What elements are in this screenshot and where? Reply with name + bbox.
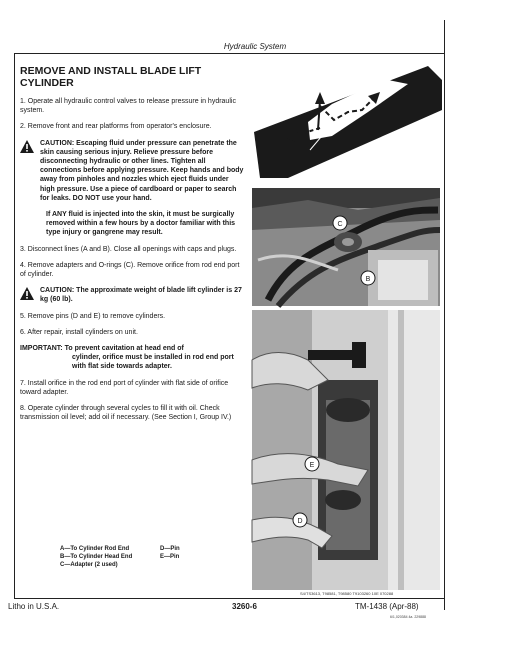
legend-e: E—Pin <box>160 554 180 560</box>
caution-text-1: CAUTION: Escaping fluid under pressure can penetrate the skin causing serious injury. Relieve pressure before disconnecting hydraulic or other lines. Tighten all connections before applying pressure. Keep hands and body away from pinholes and nozzles which eject fluids under high pressure. Use a piece of cardboard or paper to search for leaks. DO NOT use your hand. <box>40 139 244 202</box>
step-4: 4. Remove adapters and O-rings (C). Remove orifice from rod end port of cylinder. <box>20 261 240 279</box>
callout-e <box>305 457 319 471</box>
caution-text-2: CAUTION: The approximate weight of blade lift cylinder is 27 kg (60 lb). <box>40 287 242 304</box>
photo-pin-removal <box>252 310 440 590</box>
frame-left-rule <box>14 53 15 598</box>
step-5: 5. Remove pins (D and E) to remove cylinders. <box>20 312 166 320</box>
step-7: 7. Install orifice in the rod end port of cylinder with flat side of orifice toward adapter. <box>20 379 229 396</box>
figure-illustrations <box>248 60 442 595</box>
caution-block-2 <box>20 286 244 304</box>
important-continued: cylinder, orifice must be installed in rod end port with flat side towards adapter. <box>72 354 234 371</box>
callout-c <box>333 216 347 230</box>
manual-id: TM-1438 (Apr-88) <box>355 602 419 611</box>
photo-hydraulic-lines <box>252 188 440 306</box>
figure-reference-code: S4/TS3613, T98581, T98580 T9103260 10E 070288 <box>300 591 394 596</box>
frame-right-rule <box>444 20 445 610</box>
figure-legend <box>60 545 220 569</box>
frame-top-rule <box>14 53 444 54</box>
callout-d <box>293 513 307 527</box>
figure-area <box>248 60 442 595</box>
legend-b: B—To Cylinder Head End <box>60 554 133 560</box>
step-3: 3. Disconnect lines (A and B). Close all openings with caps and plugs. <box>20 245 237 253</box>
caution-block-1 <box>20 139 244 203</box>
step-1: 1. Operate all hydraulic control valves to release pressure in hydraulic system. <box>20 98 236 115</box>
callout-b <box>361 271 375 285</box>
svg-text:E: E <box>309 462 315 469</box>
step-6: 6. After repair, install cylinders on unit. <box>20 328 138 336</box>
warning-triangle-icon <box>20 140 34 152</box>
legend-d: D—Pin <box>160 546 180 552</box>
important-label: IMPORTANT: To prevent cavitation at head end of <box>20 345 184 353</box>
legend-a: A—To Cylinder Rod End <box>60 546 130 552</box>
step-2: 2. Remove front and rear platforms from operator's enclosure. <box>20 123 212 131</box>
footer-code: 6/1,020384 4a. 229888 <box>390 615 427 619</box>
frame-bottom-rule <box>14 598 444 599</box>
svg-text:C: C <box>337 221 343 228</box>
blade-movement-diagram <box>254 66 442 178</box>
step-8: 8. Operate cylinder through several cycles to fill it with oil. Check transmission oil level; add oil if necessary. (See Section I, Group IV.) <box>20 405 232 422</box>
section-title: REMOVE AND INSTALL BLADE LIFT CYLINDER <box>20 65 202 89</box>
svg-text:D: D <box>297 518 303 525</box>
page-number: 3260-6 <box>232 602 257 611</box>
svg-text:B: B <box>365 276 371 283</box>
caution-text-1b: If ANY fluid is injected into the skin, it must be surgically removed within a few hours by a doctor familiar with this type injury or gangrene may result. <box>46 211 236 237</box>
header-title: Hydraulic System <box>223 42 287 51</box>
footer-litho: Litho in U.S.A. <box>8 602 60 611</box>
instruction-column <box>20 66 244 429</box>
warning-triangle-icon <box>20 287 34 299</box>
legend-c: C—Adapter (2 used) <box>60 562 118 568</box>
important-note <box>20 344 244 372</box>
